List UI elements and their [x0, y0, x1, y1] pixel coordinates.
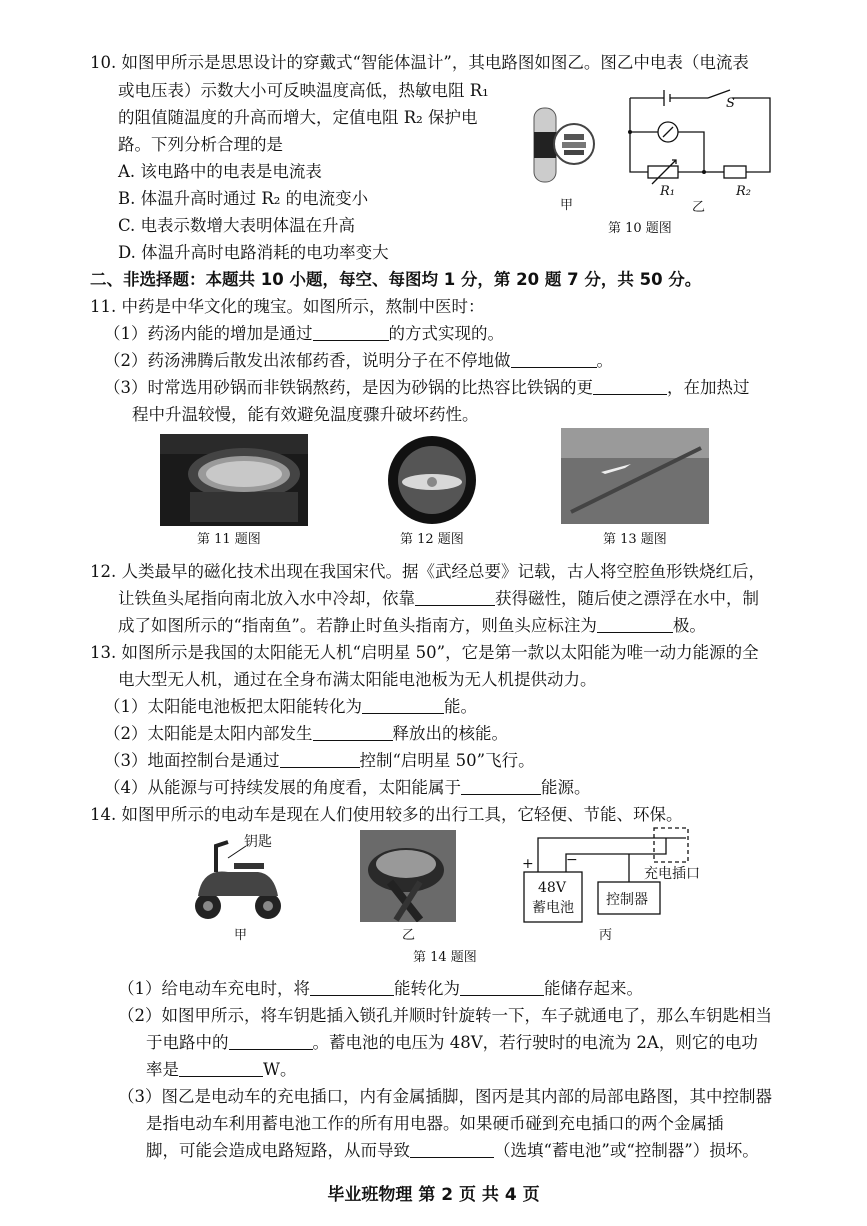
q14-part2-end: 率是 W。 — [146, 1060, 297, 1079]
q11-part3-cont: 程中升温较慢，能有效避免温度骤升破坏药性。 — [132, 405, 479, 424]
q11-caption: 第 11 题图 — [197, 532, 261, 547]
q12-line3: 成了如图所示的“指南鱼”。若静止时鱼头指南方，则鱼头应标注为 极。 — [118, 616, 706, 635]
q13-part1: （1）太阳能电池板把太阳能转化为 能。 — [104, 697, 477, 716]
q14-title: 14. 如图甲所示的电动车是现在人们使用较多的出行工具，它轻便、节能、环保。 — [90, 805, 683, 824]
q10-option-d: D. 体温升高时电路消耗的电功率变大 — [118, 243, 389, 262]
plus-sign: + — [522, 856, 534, 872]
q10-line2: 或电压表）示数大小可反映温度高低，热敏电阻 R₁ — [118, 81, 489, 100]
q13-line1: 13. 如图所示是我国的太阳能无人机“启明星 50”，它是第一款以太阳能为唯一动力能源的全 — [90, 643, 759, 662]
answer-blank[interactable] — [179, 1060, 263, 1077]
solar-drone-photo — [561, 428, 709, 524]
answer-blank[interactable] — [593, 378, 667, 395]
battery-voltage: 48V — [538, 880, 566, 896]
answer-blank[interactable] — [511, 351, 597, 368]
q14-caption: 第 14 题图 — [413, 950, 477, 965]
answer-blank[interactable] — [310, 979, 394, 996]
answer-blank[interactable] — [280, 751, 360, 768]
key-label: 钥匙 — [244, 834, 272, 850]
q13-caption: 第 13 题图 — [603, 532, 667, 547]
q14-part3-end: 脚，可能会造成电路短路，从而导致 （选填“蓄电池”或“控制器”）损坏。 — [146, 1141, 759, 1160]
q11-part3: （3）时常选用砂锅而非铁锅熬药，是因为砂锅的比热容比铁锅的更 ，在加热过 — [104, 378, 750, 397]
answer-blank[interactable] — [362, 697, 444, 714]
charging-socket-photo — [360, 830, 456, 922]
q13-line2: 电大型无人机，通过在全身布满太阳能电池板为无人机提供动力。 — [118, 670, 597, 689]
answer-blank[interactable] — [410, 1141, 494, 1158]
q10-caption: 第 10 题图 — [608, 221, 672, 236]
q10-line4: 路。下列分析合理的是 — [118, 135, 283, 154]
battery-label: 蓄电池 — [532, 900, 574, 916]
compass-fish-photo — [378, 434, 486, 526]
q12-line2: 让铁鱼头尾指向南北放入水中冷却，依靠 获得磁性，随后使之漂浮在水中，制 — [118, 589, 759, 608]
q14-part3: （3）图乙是电动车的充电插口，内有金属插脚，图丙是其内部的局部电路图，其中控制器 — [118, 1087, 772, 1106]
q14-part2: （2）如图甲所示，将车钥匙插入锁孔并顺时针旋转一下，车子就通电了，那么车钥匙相当 — [118, 1006, 772, 1025]
q10-option-c: C. 电表示数增大表明体温在升高 — [118, 216, 356, 235]
q14-fig-bing-label: 丙 — [599, 928, 613, 943]
medicine-pot-photo — [160, 434, 308, 526]
q10-option-a: A. 该电路中的电表是电流表 — [118, 162, 322, 181]
q10-line1: 10. 如图甲所示是思思设计的穿戴式“智能体温计”，其电路图如图乙。图乙中电表（电流表 — [90, 53, 749, 72]
q13-part4: （4）从能源与可持续发展的角度看，太阳能属于 能源。 — [104, 778, 591, 797]
q10-fig-yi-label: 乙 — [692, 200, 706, 215]
answer-blank[interactable] — [461, 778, 541, 795]
q11-part1: （1）药汤内能的增加是通过 的方式实现的。 — [104, 324, 504, 343]
q10-r1-label: R₁ — [660, 184, 675, 199]
page-footer: 毕业班物理 第 2 页 共 4 页 — [327, 1185, 540, 1205]
q14-part3-cont: 是指电动车利用蓄电池工作的所有用电器。如果硬币碰到充电插口的两个金属插 — [146, 1114, 724, 1133]
q13-part3: （3）地面控制台是通过 控制“启明星 50”飞行。 — [104, 751, 535, 770]
q14-part2-cont: 于电路中的 。蓄电池的电压为 48V，若行驶时的电流为 2A，则它的电功 — [146, 1033, 758, 1052]
q11-title: 11. 中药是中华文化的瑰宝。如图所示，熬制中医时： — [90, 297, 485, 316]
answer-blank[interactable] — [597, 616, 673, 633]
ebike-figure — [188, 832, 288, 924]
q11-part2: （2）药汤沸腾后散发出浓郁药香，说明分子在不停地做 。 — [104, 351, 613, 370]
q10-thermometer-figure — [528, 100, 598, 190]
q14-fig-yi-label: 乙 — [402, 928, 416, 943]
answer-blank[interactable] — [415, 589, 495, 606]
answer-blank[interactable] — [313, 324, 389, 341]
q10-fig-jia-label: 甲 — [560, 198, 574, 213]
answer-blank[interactable] — [460, 979, 544, 996]
q10-switch-label: S — [726, 96, 735, 111]
q12-caption: 第 12 题图 — [400, 532, 464, 547]
controller-label: 控制器 — [606, 892, 648, 908]
q10-option-b: B. 体温升高时通过 R₂ 的电流变小 — [118, 189, 369, 208]
q12-line1: 12. 人类最早的磁化技术出现在我国宋代。据《武经总要》记载，古人将空腔鱼形铁烧红后， — [90, 562, 765, 581]
answer-blank[interactable] — [313, 724, 393, 741]
section2-heading: 二、非选择题：本题共 10 小题，每空、每图均 1 分，第 20 题 7 分，共 50 分。 — [90, 270, 702, 289]
socket-label: 充电插口 — [644, 866, 700, 882]
q10-r2-label: R₂ — [736, 184, 751, 199]
q14-part1: （1）给电动车充电时，将 能转化为 能储存起来。 — [118, 979, 643, 998]
q13-part2: （2）太阳能是太阳内部发生 释放出的核能。 — [104, 724, 508, 743]
q10-circuit-diagram — [620, 84, 780, 204]
q10-line3: 的阻值随温度的升高而增大，定值电阻 R₂ 保护电 — [118, 108, 478, 127]
q14-fig-jia-label: 甲 — [234, 928, 248, 943]
answer-blank[interactable] — [229, 1033, 313, 1050]
minus-sign: − — [566, 852, 578, 868]
